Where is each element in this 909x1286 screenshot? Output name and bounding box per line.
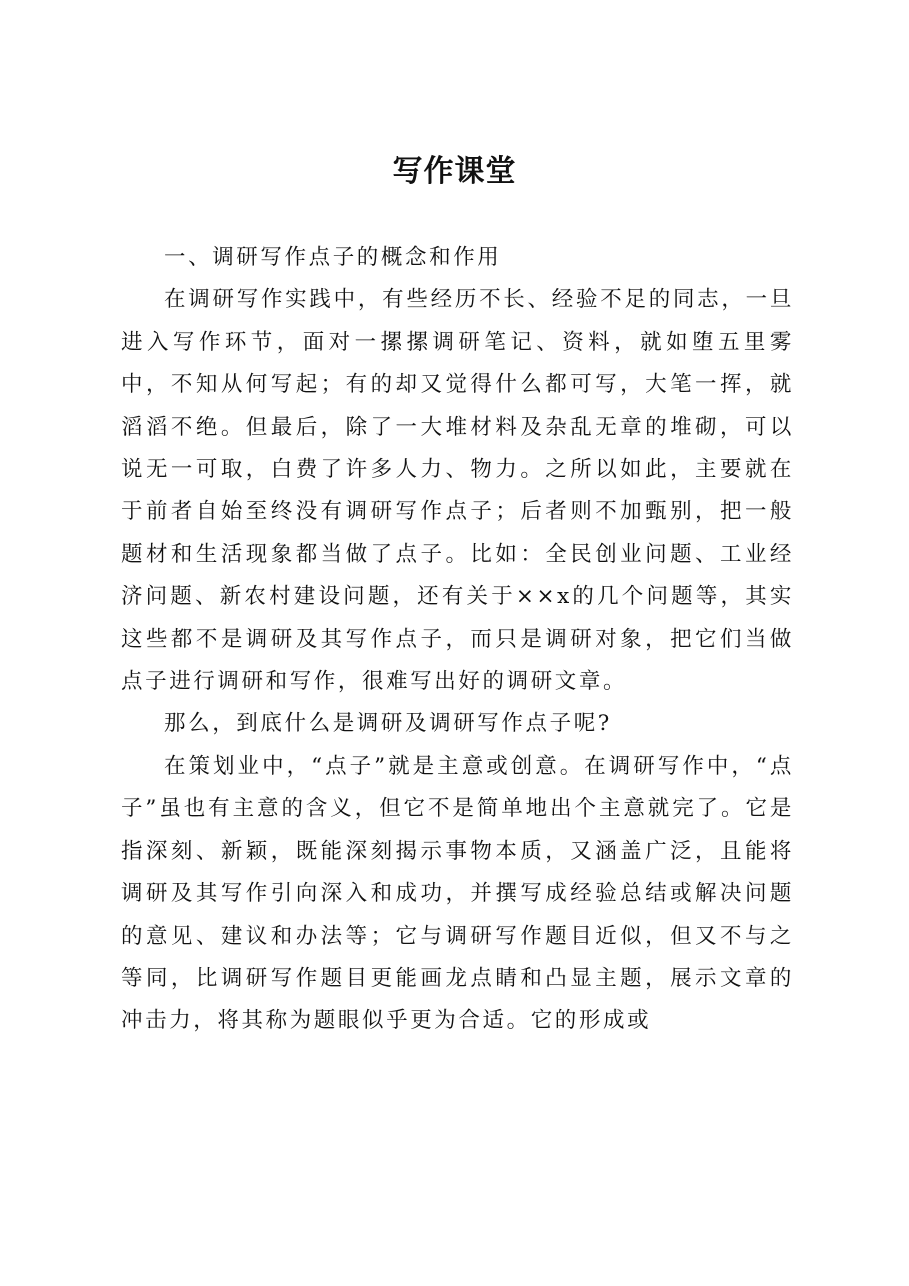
body-paragraph: 在调研写作实践中，有些经历不长、经验不足的同志，一旦进入写作环节，面对一摞摞调研笔记、资料，就如堕五里雾中，不知从何写起；有的却又觉得什么都可写，大笔一挥，就滔滔不绝。但最后，除了一大堆材料及杂乱无章的堆砌，可以说无一可取，白费了许多人力、物力。之所以如此，主要就在于前者自始至终没有调研写作点子；后者则不加甄别，把一般题材和生活现象都当做了点子。比如：全民创业问题、工业经济问题、新农村建设问题，还有关于××x的几个问题等，其实这些都不是调研及其写作点子，而只是调研对象，把它们当做点子进行调研和写作，很难写出好的调研文章。 — [121, 287, 794, 695]
body-paragraph: 在策划业中，“点子”就是主意或创意。在调研写作中，“点子”虽也有主意的含义，但它不是简单地出个主意就完了。它是指深刻、新颖，既能深刻揭示事物本质，又涵盖广泛，且能将调研及其写作引向深入和成功，并撰写成经验总结或解决问题的意见、建议和办法等；它与调研写作题目近似，但又不与之等同，比调研写作题目更能画龙点睛和凸显主题，展示文章的冲击力，将其称为题眼似乎更为合适。它的形成或 — [121, 753, 794, 1034]
document-body — [121, 237, 794, 1043]
document-title: 写作课堂 — [392, 154, 517, 189]
section-heading: 一、调研写作点子的概念和作用 — [164, 245, 502, 270]
body-paragraph: 那么，到底什么是调研及调研写作点子呢? — [164, 711, 612, 737]
